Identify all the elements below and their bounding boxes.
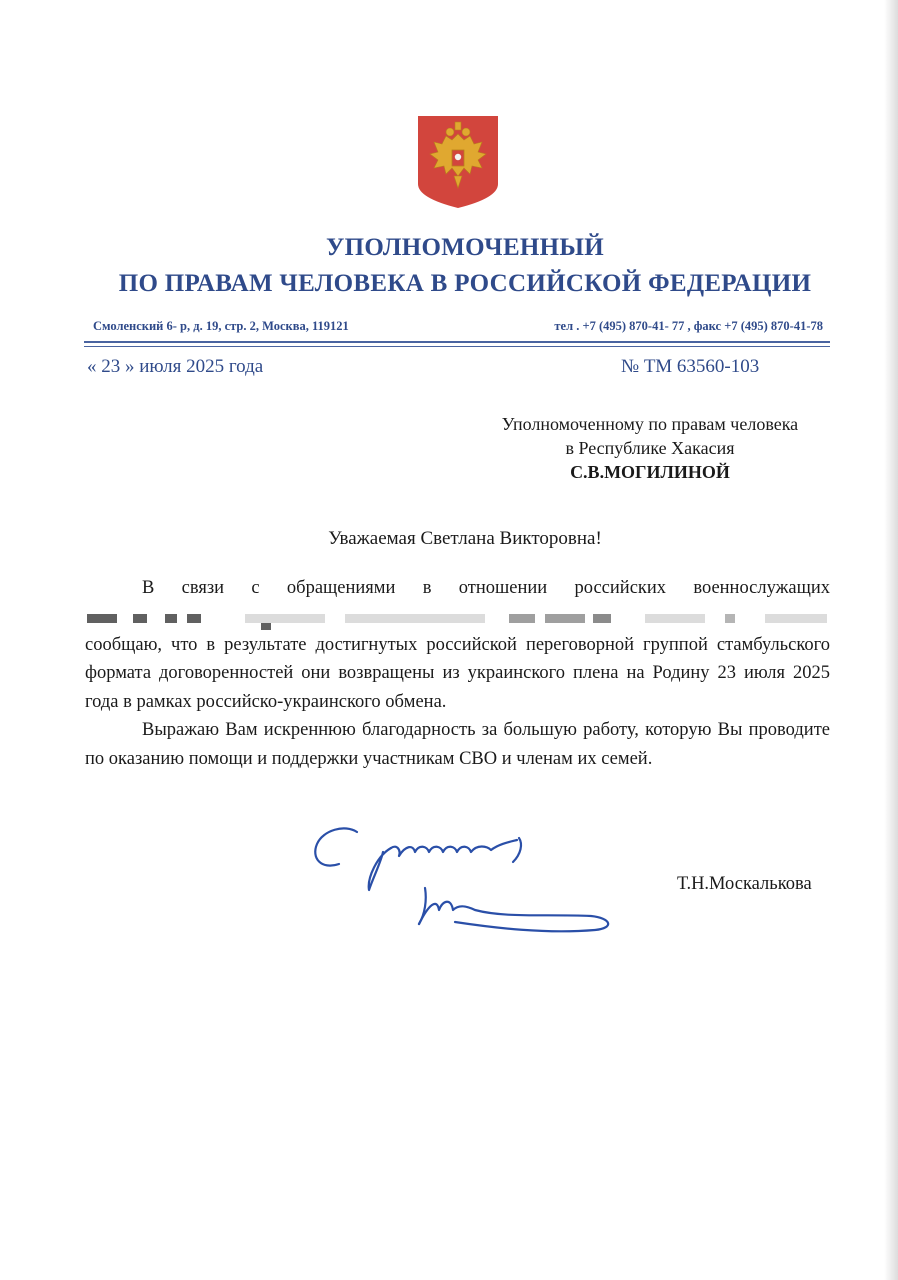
letter-body — [85, 574, 830, 774]
letterhead-rule-thin — [84, 346, 830, 347]
office-address: Смоленский 6- р, д. 19, стр. 2, Москва, 119121 — [93, 319, 349, 333]
redacted-names — [85, 603, 830, 631]
handwritten-signature — [305, 818, 625, 948]
letter-date: « 23 » июля 2025 года — [87, 356, 264, 377]
addressee-name: С.В.МОГИЛИНОЙ — [570, 462, 730, 482]
addressee-position: Уполномоченному по правам человека — [501, 414, 799, 434]
organization-title-line2: ПО ПРАВАМ ЧЕЛОВЕКА В РОССИЙСКОЙ ФЕДЕРАЦИИ — [118, 270, 812, 297]
paragraph-1-rest: сообщаю, что в результате достигнутых российской переговорной группой стамбульского формата договоренностей они возвращены из украинского плена на Родину 23 июля 2025 года в рамках российско-украинского обмена. — [85, 634, 830, 712]
addressee-region: в Республике Хакасия — [565, 438, 735, 458]
addressee-block — [440, 412, 860, 484]
paragraph-1-opening: В связи с обращениями в отношении российских военнослужащих — [142, 578, 830, 598]
organization-title-line1: УПОЛНОМОЧЕННЫЙ — [325, 234, 605, 261]
letterhead-rule — [84, 341, 830, 343]
paragraph-2: Выражаю Вам искреннюю благодарность за большую работу, которую Вы проводите по оказанию помощи и поддержки участникам СВО и членам их семей. — [85, 720, 830, 769]
signer-name: Т.Н.Москалькова — [677, 874, 812, 894]
registration-number: № ТМ 63560-103 — [621, 356, 760, 377]
coat-of-arms-emblem — [416, 114, 500, 210]
salutation: Уважаемая Светлана Викторовна! — [328, 528, 602, 549]
phone-fax: тел . +7 (495) 870-41- 77 , факс +7 (495) 870-41-78 — [554, 319, 823, 333]
page-edge-shadow — [884, 0, 898, 1280]
